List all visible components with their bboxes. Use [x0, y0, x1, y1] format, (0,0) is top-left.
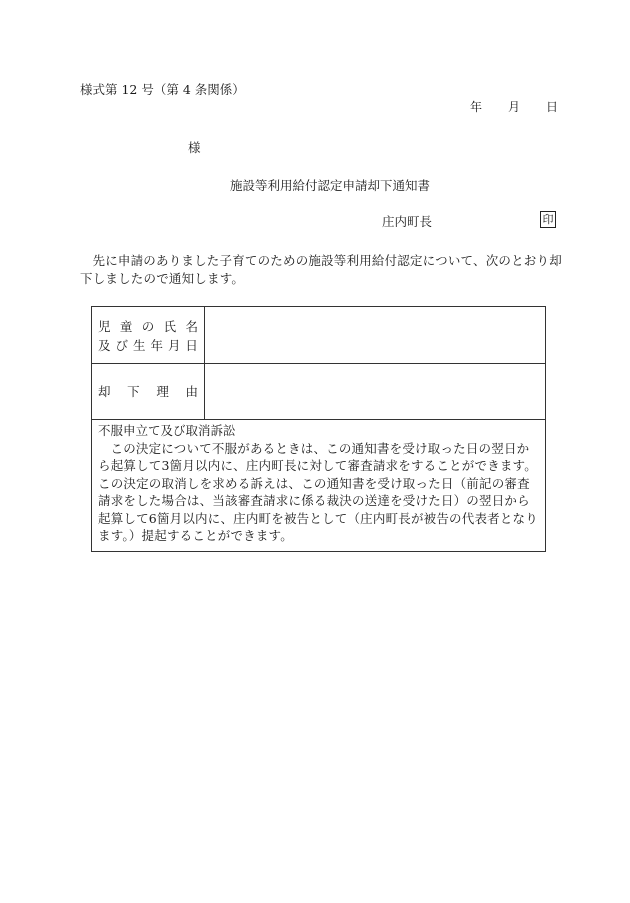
label-char: 日	[185, 338, 198, 353]
label-char: 及	[98, 338, 111, 353]
label-line-2	[98, 336, 198, 355]
label-char: び	[115, 338, 128, 353]
notification-paragraph: 先に申請のありました子育てのための施設等利用給付認定について、次のとおり却下しましたので通知します。	[80, 253, 562, 286]
label-char: 児	[98, 319, 111, 334]
form-number: 様式第 12 号（第 4 条関係）	[80, 82, 245, 97]
document-title-text: 施設等利用給付認定申請却下通知書	[229, 178, 430, 193]
label-char: 下	[127, 384, 140, 399]
date-year-label: 年	[470, 100, 483, 114]
label-char: 年	[150, 338, 163, 353]
label-char: 生	[132, 338, 146, 353]
label-char: 氏	[163, 319, 177, 334]
label-char: 由	[185, 384, 198, 399]
appeal-notice-text: この決定について不服があるときは、この通知書を受け取った日の翌日から起算して3箇月以内に、庄内町長に対して審査請求をすることができます。この決定の取消しを求める訴えは、この通知書を受け取った日（前記の審査請求をした場合は、当該審査請求に係る裁決の送達を受けた日）の翌日から起算して6箇月以内に、庄内町を被告として（庄内町長が被告の代表者となります。）提起することができます。	[98, 440, 538, 543]
appeal-notice	[92, 420, 545, 551]
table-row-child-name	[92, 307, 545, 364]
addressee-honorific: 様	[188, 140, 201, 155]
seal-mark: 印	[540, 211, 556, 228]
label-char: 童	[119, 319, 133, 334]
label-char: 理	[156, 384, 169, 399]
notification-table	[91, 306, 546, 552]
value-child-name-birthdate[interactable]	[205, 307, 545, 363]
label-char: 月	[167, 338, 181, 353]
issuer-name: 庄内町長	[382, 214, 433, 229]
label-char: 名	[185, 319, 198, 334]
appeal-notice-heading: 不服申立て及び取消訴訟	[98, 423, 236, 438]
label-child-name-birthdate	[92, 307, 205, 363]
date-day-label: 日	[546, 100, 559, 114]
label-char: の	[141, 319, 155, 334]
table-row-rejection-reason	[92, 364, 545, 420]
label-char: 却	[98, 384, 111, 399]
date-month-label: 月	[508, 100, 521, 114]
value-rejection-reason[interactable]	[205, 364, 545, 419]
label-line-1	[98, 317, 198, 336]
label-line-1	[98, 382, 198, 401]
label-rejection-reason	[92, 364, 205, 419]
document-title	[0, 176, 630, 194]
